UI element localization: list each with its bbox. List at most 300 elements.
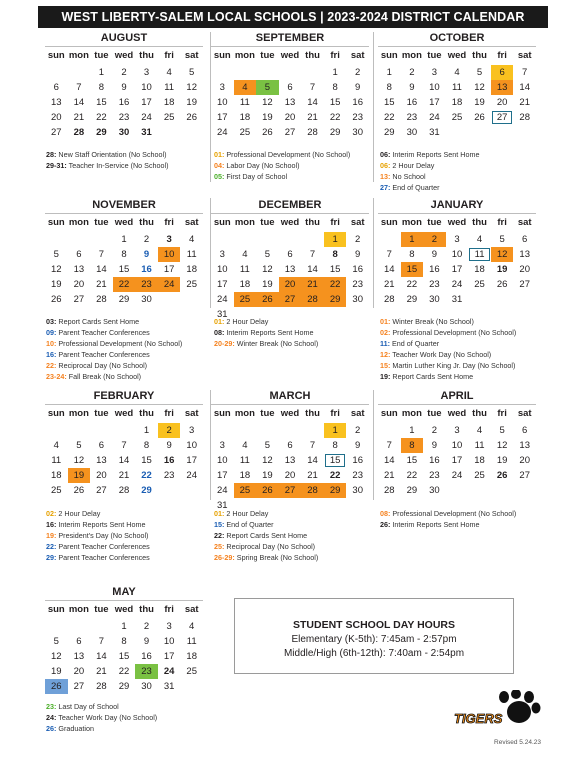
weekday-label: thu bbox=[472, 408, 487, 419]
day-cell bbox=[468, 483, 491, 498]
week-row bbox=[378, 438, 536, 453]
day-cell: 28 bbox=[383, 294, 395, 305]
note-date: 08: bbox=[380, 509, 391, 518]
day-cell: 21 bbox=[118, 470, 130, 481]
week-row bbox=[378, 80, 536, 95]
day-cell bbox=[513, 483, 536, 498]
day-cell: 13 bbox=[284, 97, 296, 108]
day-cell: 31 bbox=[429, 127, 440, 138]
day-cell: 14 bbox=[118, 455, 130, 466]
day-cell: 4 bbox=[454, 67, 460, 78]
day-cell: 24 bbox=[163, 666, 175, 677]
week-row bbox=[45, 649, 203, 664]
week-row bbox=[211, 125, 369, 140]
week-row bbox=[211, 438, 369, 453]
note-line bbox=[46, 723, 216, 734]
weekday-header bbox=[211, 216, 369, 229]
weekday-label: sat bbox=[184, 604, 199, 615]
day-cell: 18 bbox=[50, 470, 62, 481]
page-title: WEST LIBERTY-SALEM LOCAL SCHOOLS | 2023-2024 DISTRICT CALENDAR bbox=[38, 6, 548, 28]
day-cell: 22 bbox=[118, 666, 130, 677]
day-cell: 1 bbox=[98, 67, 105, 78]
column-divider bbox=[373, 390, 374, 500]
day-cell: 10 bbox=[216, 455, 228, 466]
week-row bbox=[378, 483, 536, 498]
week-row bbox=[211, 80, 369, 95]
day-cell: 25 bbox=[186, 279, 197, 290]
day-cell: 31 bbox=[163, 681, 175, 692]
day-cell: 31 bbox=[141, 127, 152, 138]
day-cell bbox=[301, 232, 324, 247]
week-row bbox=[45, 262, 203, 277]
day-cell: 19 bbox=[186, 97, 197, 108]
day-cell bbox=[491, 292, 514, 307]
day-cell: 17 bbox=[186, 455, 197, 466]
day-cell: 11 bbox=[164, 82, 175, 93]
day-cell: 11 bbox=[51, 455, 62, 466]
month-march bbox=[211, 390, 369, 513]
day-cell: 24 bbox=[186, 470, 197, 481]
day-cell: 8 bbox=[386, 82, 392, 93]
day-cell: 13 bbox=[50, 97, 62, 108]
weekday-header bbox=[45, 407, 203, 420]
day-cell: 8 bbox=[401, 438, 424, 453]
week-row bbox=[378, 453, 536, 468]
day-cell: 4 bbox=[476, 425, 483, 436]
day-cell: 6 bbox=[522, 425, 528, 436]
day-cell: 30 bbox=[429, 294, 440, 305]
day-cell: 14 bbox=[307, 264, 318, 275]
day-cell bbox=[68, 619, 91, 634]
note-text: Parent Teacher Conferences bbox=[56, 350, 150, 359]
day-cell: 1 bbox=[332, 67, 338, 78]
notes-april bbox=[380, 508, 550, 530]
day-cell: 10 bbox=[158, 247, 181, 262]
day-cell: 17 bbox=[163, 264, 175, 275]
day-cell: 4 bbox=[189, 621, 195, 632]
month-january bbox=[378, 199, 536, 307]
day-cell: 16 bbox=[429, 455, 440, 466]
day-cell bbox=[256, 423, 279, 438]
day-cell bbox=[491, 483, 514, 498]
day-cell: 30 bbox=[406, 127, 418, 138]
note-text: 2 Hour Delay bbox=[56, 509, 101, 518]
note-date: 12: bbox=[380, 350, 391, 359]
day-cell: 2 bbox=[409, 67, 415, 78]
day-cell: 29 bbox=[141, 485, 152, 496]
paw-print-icon bbox=[499, 690, 541, 723]
day-cell: 3 bbox=[219, 249, 225, 260]
day-cell: 17 bbox=[141, 97, 152, 108]
day-cell: 23 bbox=[406, 112, 418, 123]
day-cell: 2 bbox=[158, 423, 181, 438]
day-cell: 24 bbox=[216, 127, 228, 138]
day-cell: 16 bbox=[352, 455, 363, 466]
month-may bbox=[45, 586, 203, 694]
day-cell: 28 bbox=[519, 112, 530, 123]
day-cell bbox=[180, 292, 203, 307]
weekday-label: sat bbox=[184, 408, 199, 419]
note-text: Labor Day (No School) bbox=[224, 161, 300, 170]
day-cell: 12 bbox=[262, 455, 273, 466]
week-row bbox=[45, 619, 203, 634]
weekday-label: thu bbox=[139, 408, 154, 419]
day-cell: 16 bbox=[352, 264, 363, 275]
note-date: 02: bbox=[46, 509, 57, 518]
week-row bbox=[211, 65, 369, 80]
day-cell: 15 bbox=[406, 455, 418, 466]
weekday-label: fri bbox=[330, 50, 340, 61]
note-date: 06: bbox=[380, 150, 391, 159]
note-line bbox=[380, 316, 550, 327]
day-cell: 25 bbox=[186, 666, 197, 677]
note-text: Report Cards Sent Home bbox=[224, 531, 308, 540]
month-name: AUGUST bbox=[100, 32, 148, 44]
day-cell: 23 bbox=[135, 664, 158, 679]
weekday-header bbox=[378, 407, 536, 420]
weekday-label: wed bbox=[280, 50, 300, 61]
weekday-label: sat bbox=[350, 408, 365, 419]
day-cell: 30 bbox=[141, 294, 152, 305]
day-cell bbox=[90, 423, 113, 438]
note-line bbox=[214, 149, 384, 160]
tigers-logo bbox=[452, 690, 542, 736]
weekday-header bbox=[211, 49, 369, 62]
weekday-label: sun bbox=[380, 50, 398, 61]
day-cell: 6 bbox=[287, 82, 293, 93]
day-cell: 23 bbox=[352, 112, 363, 123]
day-cell: 11 bbox=[239, 264, 250, 275]
note-date: 15: bbox=[214, 520, 225, 529]
notes-september bbox=[214, 149, 384, 182]
day-cell: 19 bbox=[474, 97, 485, 108]
weekday-label: fri bbox=[497, 408, 507, 419]
day-cell: 26 bbox=[73, 485, 85, 496]
hours-elementary: Elementary (K-5th): 7:45am - 2:57pm bbox=[291, 634, 457, 645]
day-cell: 8 bbox=[332, 440, 338, 451]
note-text: 2 Hour Delay bbox=[224, 317, 269, 326]
day-cell: 25 bbox=[474, 470, 485, 481]
note-text: Interim Reports Sent Home bbox=[390, 520, 480, 529]
note-text: First Day of School bbox=[224, 172, 288, 181]
weekday-header bbox=[211, 407, 369, 420]
day-cell: 22 bbox=[383, 112, 395, 123]
note-date: 24: bbox=[46, 713, 57, 722]
day-cell: 12 bbox=[491, 247, 514, 262]
day-cell: 24 bbox=[451, 470, 463, 481]
note-text: Winter Break (No School) bbox=[234, 339, 319, 348]
day-cell: 19 bbox=[50, 666, 62, 677]
note-date: 02: bbox=[380, 328, 391, 337]
note-text: Martin Luther King Jr. Day (No School) bbox=[390, 361, 516, 370]
notes-august bbox=[46, 149, 216, 171]
day-cell: 13 bbox=[519, 440, 530, 451]
revised-date: Revised 5.24.23 bbox=[494, 739, 541, 746]
week-row bbox=[45, 110, 203, 125]
day-cell: 6 bbox=[53, 82, 59, 93]
day-cell: 8 bbox=[121, 636, 127, 647]
day-cell: 7 bbox=[522, 67, 528, 78]
day-cell: 23 bbox=[429, 470, 440, 481]
day-cell: 1 bbox=[143, 425, 150, 436]
week-row bbox=[45, 125, 203, 140]
day-cell: 14 bbox=[307, 455, 318, 466]
day-cell: 20 bbox=[73, 279, 85, 290]
day-cell: 7 bbox=[309, 82, 316, 93]
weekday-label: fri bbox=[164, 604, 174, 615]
month-april bbox=[378, 390, 536, 498]
note-line bbox=[46, 349, 216, 360]
day-cell: 1 bbox=[409, 425, 415, 436]
day-cell: 10 bbox=[451, 249, 463, 260]
note-date: 23-24: bbox=[46, 372, 67, 381]
day-cell: 28 bbox=[96, 294, 107, 305]
day-cell: 9 bbox=[409, 82, 415, 93]
week-row bbox=[211, 483, 369, 498]
day-cell bbox=[234, 65, 257, 80]
month-rule bbox=[45, 404, 203, 405]
day-cell: 31 bbox=[216, 500, 228, 511]
day-cell bbox=[90, 619, 113, 634]
note-text: Report Cards Sent Home bbox=[390, 372, 474, 381]
day-cell bbox=[45, 619, 68, 634]
note-line bbox=[380, 149, 550, 160]
day-cell: 25 bbox=[163, 112, 175, 123]
day-cell: 19 bbox=[50, 279, 62, 290]
day-cell bbox=[378, 423, 401, 438]
note-line bbox=[46, 530, 216, 541]
day-cell: 22 bbox=[406, 470, 418, 481]
day-cell: 1 bbox=[121, 621, 127, 632]
day-cell: 29 bbox=[96, 127, 107, 138]
note-line bbox=[214, 541, 384, 552]
weekday-label: mon bbox=[68, 604, 89, 615]
day-cell: 20 bbox=[496, 97, 508, 108]
weekday-label: sun bbox=[380, 408, 398, 419]
note-text: Parent Teacher Conferences bbox=[56, 542, 150, 551]
day-cell: 15 bbox=[324, 453, 347, 468]
week-row bbox=[211, 110, 369, 125]
day-cell: 4 bbox=[242, 440, 248, 451]
note-line bbox=[214, 552, 384, 563]
weekday-label: mon bbox=[234, 408, 255, 419]
day-cell: 16 bbox=[163, 455, 175, 466]
note-line bbox=[46, 327, 216, 338]
day-cell: 15 bbox=[141, 455, 152, 466]
day-cell: 4 bbox=[53, 440, 59, 451]
note-line bbox=[214, 316, 384, 327]
note-text: Professional Development (No School) bbox=[390, 509, 517, 518]
weekday-label: wed bbox=[114, 217, 134, 228]
note-date: 13: bbox=[380, 172, 391, 181]
weekday-label: thu bbox=[139, 604, 154, 615]
day-cell bbox=[158, 292, 181, 307]
day-cell bbox=[68, 423, 91, 438]
day-cell: 8 bbox=[409, 249, 415, 260]
weekday-label: fri bbox=[497, 217, 507, 228]
month-december bbox=[211, 199, 369, 322]
day-cell: 15 bbox=[329, 97, 341, 108]
month-name: OCTOBER bbox=[429, 32, 485, 44]
note-date: 28: bbox=[46, 150, 57, 159]
notes-may bbox=[46, 701, 216, 734]
note-date: 19: bbox=[46, 531, 57, 540]
month-name: FEBRUARY bbox=[93, 390, 155, 402]
note-text: President's Day (No School) bbox=[56, 531, 149, 540]
day-cell: 26 bbox=[186, 112, 197, 123]
note-text: New Staff Orientation (No School) bbox=[56, 150, 167, 159]
day-cell: 30 bbox=[352, 294, 363, 305]
day-cell: 27 bbox=[491, 110, 514, 125]
day-cell: 24 bbox=[216, 485, 228, 496]
weekday-label: thu bbox=[139, 50, 154, 61]
day-cell: 17 bbox=[216, 112, 228, 123]
weekday-label: tue bbox=[94, 50, 109, 61]
day-cell: 7 bbox=[309, 440, 316, 451]
month-august bbox=[45, 32, 203, 140]
day-cell bbox=[211, 65, 234, 80]
note-date: 29: bbox=[46, 553, 57, 562]
day-cell: 9 bbox=[143, 249, 150, 260]
weekday-label: mon bbox=[401, 50, 422, 61]
day-cell: 5 bbox=[256, 80, 279, 95]
week-row bbox=[45, 247, 203, 262]
weekday-label: sat bbox=[184, 50, 199, 61]
month-february bbox=[45, 390, 203, 498]
day-cell: 27 bbox=[279, 292, 302, 307]
day-cell: 25 bbox=[50, 485, 62, 496]
day-cell: 12 bbox=[186, 82, 197, 93]
note-date: 16: bbox=[46, 350, 57, 359]
note-line bbox=[380, 360, 550, 371]
day-cell: 15 bbox=[118, 651, 130, 662]
note-text: Professional Development (No School) bbox=[390, 328, 517, 337]
day-cell: 24 bbox=[429, 112, 440, 123]
day-cell: 25 bbox=[234, 292, 257, 307]
note-date: 27: bbox=[380, 183, 391, 192]
day-cell: 13 bbox=[73, 264, 85, 275]
month-rule bbox=[211, 46, 369, 47]
day-cell: 13 bbox=[284, 264, 296, 275]
day-cell: 17 bbox=[451, 455, 463, 466]
weekday-label: fri bbox=[330, 217, 340, 228]
weekday-label: mon bbox=[234, 217, 255, 228]
day-cell: 30 bbox=[352, 127, 363, 138]
week-row bbox=[378, 125, 536, 140]
weekday-label: fri bbox=[164, 408, 174, 419]
weekday-label: sat bbox=[350, 50, 365, 61]
day-cell: 13 bbox=[96, 455, 107, 466]
day-cell: 28 bbox=[383, 485, 395, 496]
day-cell bbox=[301, 423, 324, 438]
week-row bbox=[45, 292, 203, 307]
day-cell: 26 bbox=[45, 679, 68, 694]
day-cell: 27 bbox=[73, 681, 85, 692]
month-rule bbox=[378, 404, 536, 405]
day-cell bbox=[180, 483, 203, 498]
day-cell: 10 bbox=[141, 82, 152, 93]
day-cell: 7 bbox=[386, 249, 392, 260]
day-cell: 9 bbox=[166, 440, 172, 451]
day-cell: 31 bbox=[216, 309, 228, 320]
day-cell: 27 bbox=[50, 127, 62, 138]
week-row bbox=[211, 262, 369, 277]
note-line bbox=[214, 519, 384, 530]
note-text: Professional Development (No School) bbox=[224, 150, 351, 159]
note-line bbox=[46, 338, 216, 349]
note-text: Parent Teacher Conferences bbox=[56, 553, 150, 562]
day-cell: 18 bbox=[239, 112, 251, 123]
week-row bbox=[211, 292, 369, 307]
day-cell: 28 bbox=[73, 127, 85, 138]
day-cell: 3 bbox=[143, 67, 150, 78]
day-cell: 10 bbox=[216, 264, 228, 275]
week-row bbox=[45, 65, 203, 80]
day-cell: 19 bbox=[496, 455, 508, 466]
week-row bbox=[378, 468, 536, 483]
note-text: Teacher In-Service (No School) bbox=[66, 161, 169, 170]
day-cell: 9 bbox=[355, 82, 361, 93]
week-row bbox=[45, 679, 203, 694]
hours-title: STUDENT SCHOOL DAY HOURS bbox=[293, 619, 455, 631]
notes-october bbox=[380, 149, 550, 193]
note-line bbox=[214, 171, 384, 182]
note-line bbox=[46, 508, 216, 519]
day-cell: 24 bbox=[451, 279, 463, 290]
weekday-label: tue bbox=[260, 50, 275, 61]
day-cell: 11 bbox=[474, 440, 485, 451]
weekday-label: sun bbox=[213, 408, 231, 419]
day-cell bbox=[279, 423, 302, 438]
day-cell: 9 bbox=[355, 249, 361, 260]
day-cell: 10 bbox=[216, 97, 228, 108]
weekday-label: thu bbox=[305, 217, 320, 228]
day-cell: 5 bbox=[53, 249, 59, 260]
note-line bbox=[380, 182, 550, 193]
day-cell: 4 bbox=[234, 80, 257, 95]
day-cell bbox=[513, 125, 536, 140]
day-cell: 18 bbox=[474, 455, 485, 466]
note-line bbox=[46, 360, 216, 371]
day-cell: 29 bbox=[383, 127, 395, 138]
day-cell bbox=[491, 125, 514, 140]
day-cell: 9 bbox=[431, 249, 438, 260]
week-row bbox=[378, 65, 536, 80]
day-cell: 21 bbox=[301, 277, 324, 292]
day-cell: 7 bbox=[98, 636, 105, 647]
weekday-label: tue bbox=[94, 217, 109, 228]
day-cell: 6 bbox=[76, 249, 82, 260]
day-cell: 7 bbox=[76, 82, 82, 93]
weekday-header bbox=[45, 603, 203, 616]
weekday-label: mon bbox=[68, 408, 89, 419]
note-line bbox=[46, 519, 216, 530]
weekday-label: sun bbox=[47, 604, 65, 615]
day-cell: 20 bbox=[96, 470, 107, 481]
day-cell: 22 bbox=[329, 470, 341, 481]
day-cell: 21 bbox=[307, 112, 318, 123]
note-text: Fall Break (No School) bbox=[66, 372, 142, 381]
day-cell: 21 bbox=[519, 97, 530, 108]
note-text: Interim Reports Sent Home bbox=[390, 150, 480, 159]
day-cell: 23 bbox=[163, 470, 175, 481]
day-cell: 22 bbox=[96, 112, 107, 123]
note-line bbox=[46, 160, 216, 171]
weekday-label: tue bbox=[427, 50, 442, 61]
note-line bbox=[214, 338, 384, 349]
day-cell: 28 bbox=[301, 292, 324, 307]
day-cell: 22 bbox=[324, 277, 347, 292]
